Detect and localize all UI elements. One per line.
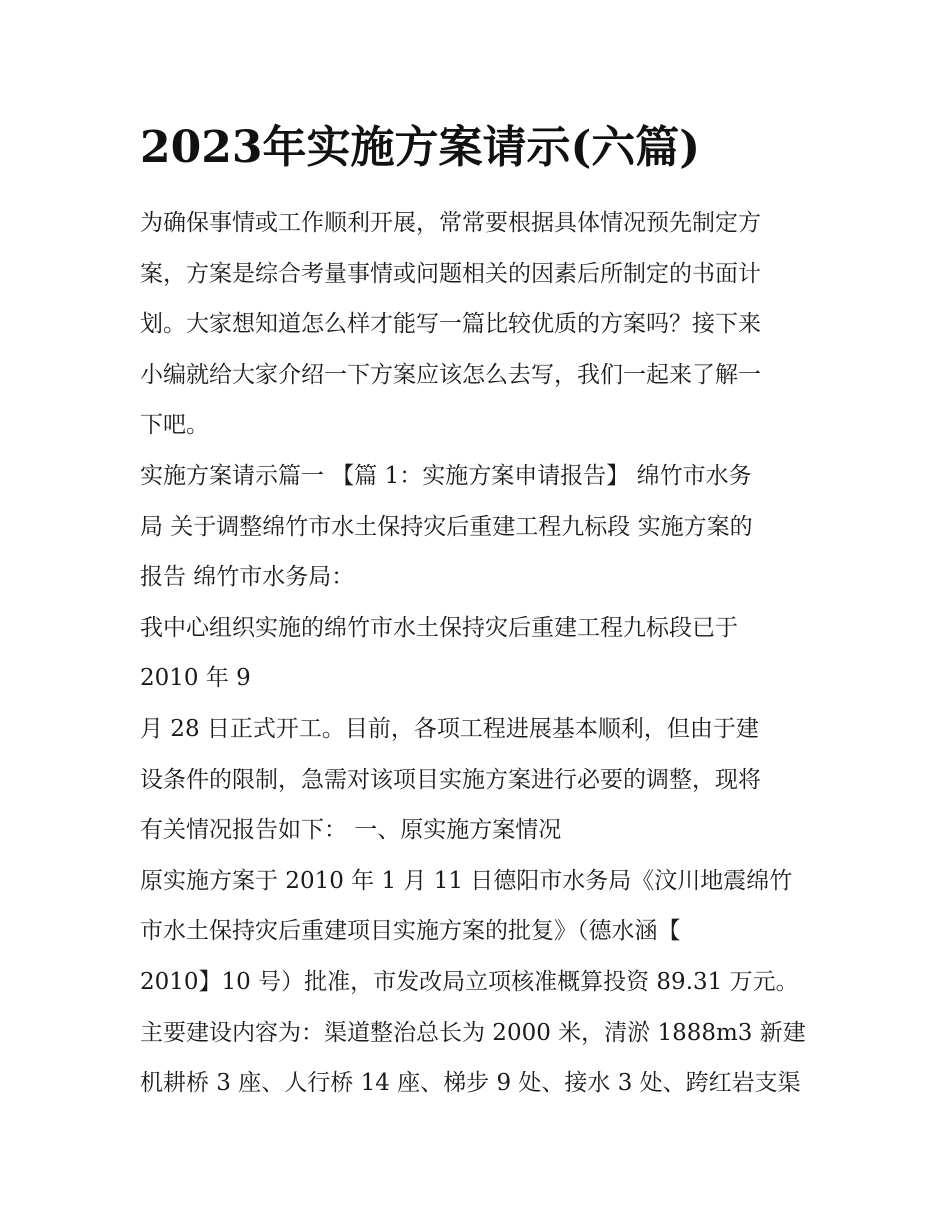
- body-line: 报告 绵竹市水务局：: [140, 564, 355, 591]
- body-line: 月 28 日正式开工。目前，各项工程进展基本顺利，但由于建: [140, 715, 759, 742]
- body-line: 划。大家想知道怎么样才能写一篇比较优质的方案吗？接下来: [140, 311, 761, 338]
- document-title: 2023年实施方案请示(六篇): [140, 122, 701, 173]
- document-body: [140, 198, 815, 1109]
- body-line: 实施方案请示篇一 【篇 1：实施方案申请报告】 绵竹市水务: [140, 462, 752, 489]
- body-line: 为确保事情或工作顺利开展，常常要根据具体情况预先制定方: [140, 210, 761, 236]
- body-line: 局 关于调整绵竹市水土保持灾后重建工程九标段 实施方案的: [140, 513, 753, 540]
- body-line: 有关情况报告如下： 一、原实施方案情况: [140, 817, 562, 844]
- body-line: 设条件的限制，急需对该项目实施方案进行必要的调整，现将: [140, 766, 761, 793]
- body-line: 小编就给大家介绍一下方案应该怎么去写，我们一起来了解一: [140, 361, 761, 388]
- body-line: 主要建设内容为：渠道整治总长为 2000 米，清淤 1888m3 新建: [140, 1019, 806, 1046]
- body-line: 2010】10 号）批准，市发改局立项核准概算投资 89.31 万元。: [140, 968, 799, 995]
- body-line: 市水土保持灾后重建项目实施方案的批复》（德水涵【: [140, 918, 681, 945]
- body-line: 案，方案是综合考量事情或问题相关的因素后所制定的书面计: [140, 260, 761, 287]
- body-line: 机耕桥 3 座、人行桥 14 座、梯步 9 处、接水 3 处、跨红岩支渠: [140, 1070, 801, 1097]
- body-line: 我中心组织实施的绵竹市水土保持灾后重建工程九标段已于: [140, 614, 738, 641]
- body-line: 下吧。: [140, 412, 209, 439]
- body-line: 原实施方案于 2010 年 1 月 11 日德阳市水务局《汶川地震绵竹: [140, 867, 793, 894]
- body-line: 2010 年 9: [140, 665, 251, 692]
